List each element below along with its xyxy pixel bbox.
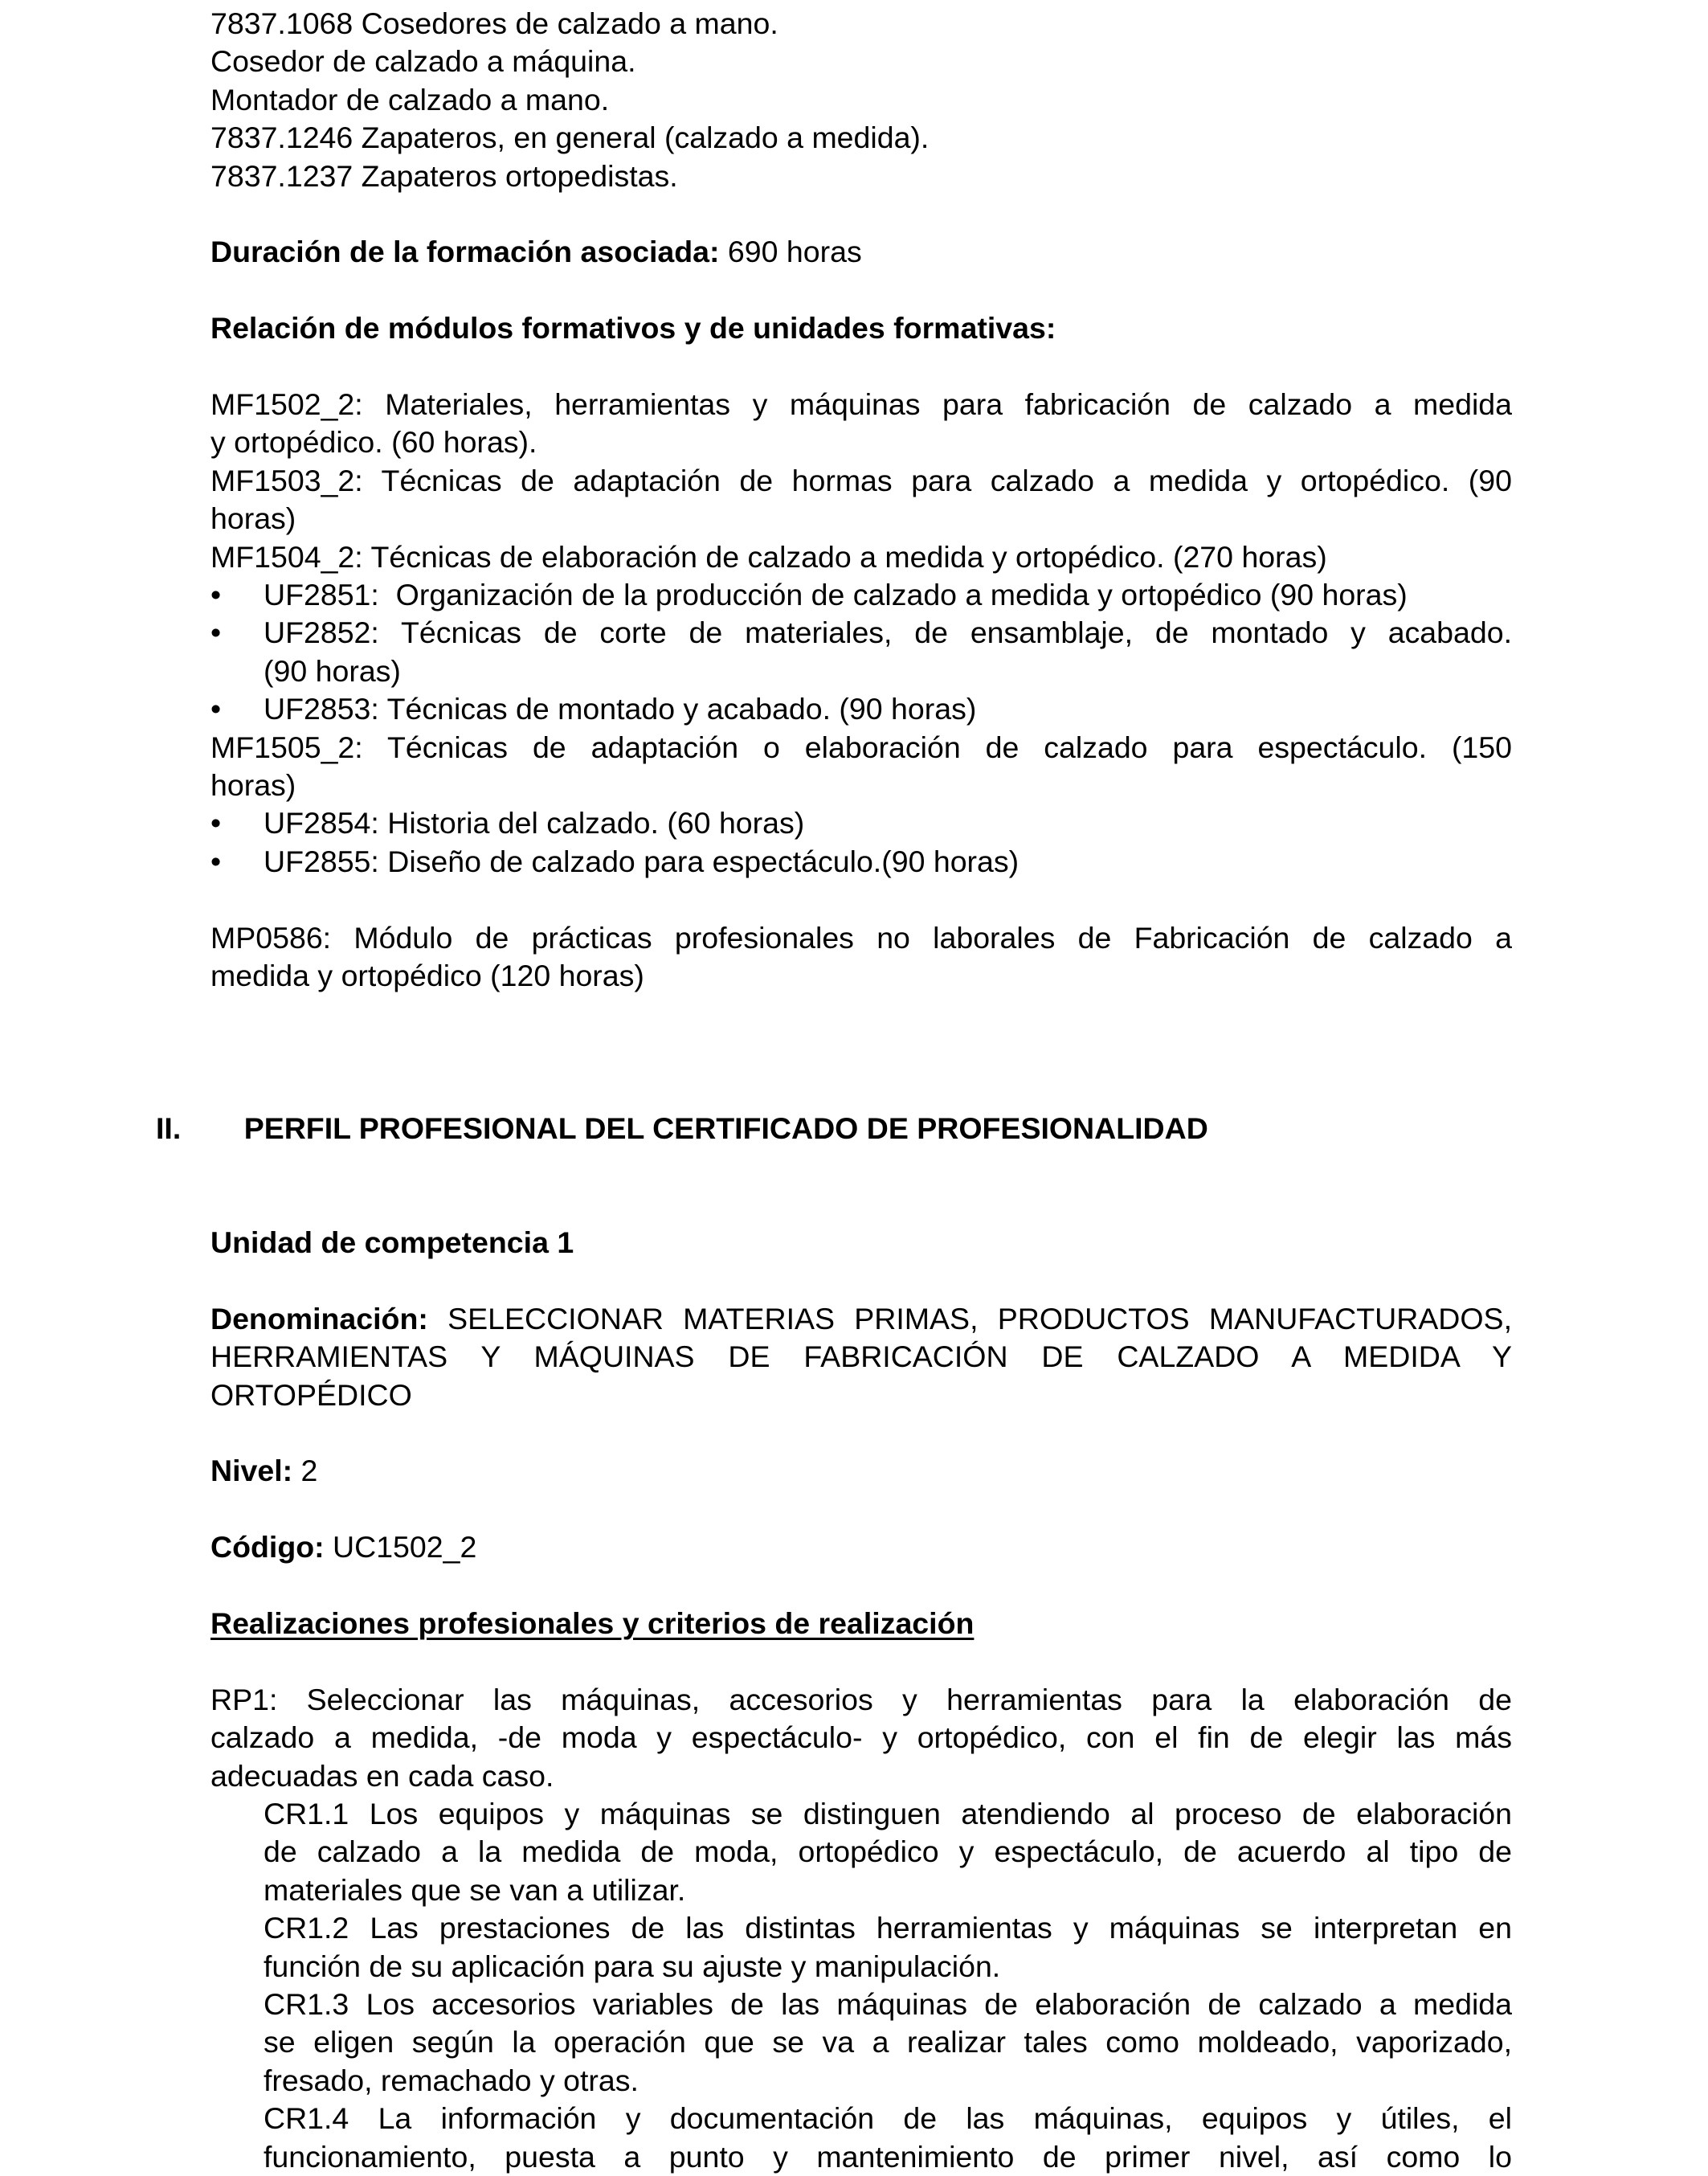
criterio-cr12: CR1.2 Las prestaciones de las distintas herramientas y máquinas se interpretan en función de su aplicación para su ajuste y manipulación. — [264, 1911, 1512, 1983]
duracion-line — [210, 233, 1512, 271]
denominacion-label: Denominación: — [210, 1301, 428, 1335]
list-item — [210, 576, 1512, 614]
denominacion-line1: Denominación: SELECCIONAR MATERIAS PRIMAS, PRODUCTOS MANUFACTURADOS, — [210, 1301, 1512, 1335]
nivel-value: 2 — [292, 1454, 318, 1488]
unit-uf2852-line1: UF2852: Técnicas de corte de materiales, de ensamblaje, de montado y acabado. — [264, 616, 1512, 650]
unit-uf2853: UF2853: Técnicas de montado y acabado. (90 horas) — [264, 692, 977, 726]
occupation-line: 7837.1068 Cosedores de calzado a mano. — [210, 6, 778, 40]
nivel-line — [210, 1452, 1512, 1490]
section-heading — [156, 1071, 1512, 1185]
rp1-line3: adecuadas en cada caso. — [210, 1758, 554, 1793]
module-mp0586-line1: MP0586: Módulo de prácticas profesionales no laborales de Fabricación de calzado a — [210, 920, 1512, 955]
unit-uf2851: UF2851: Organización de la producción de calzado a medida y ortopédico (90 horas) — [264, 578, 1408, 612]
occupation-line: 7837.1237 Zapateros ortopedistas. — [210, 158, 678, 193]
criterio-cr13: CR1.3 Los accesorios variables de las máquinas de elaboración de calzado a medida se eligen según la operación que se va a realizar tales como moldeado, vaporizado, fresado, remachado y otras. — [264, 1986, 1512, 2097]
codigo-label: Código: — [210, 1530, 325, 1565]
rp1-line2: calzado a medida, -de moda y espectáculo- y ortopédico, con el fin de elegir las más — [210, 1720, 1512, 1755]
denominacion-line3: ORTOPÉDICO — [210, 1377, 412, 1412]
section-number: II. — [156, 1110, 182, 1145]
rp1-line1: RP1: Seleccionar las máquinas, accesorios y herramientas para la elaboración de — [210, 1682, 1512, 1716]
bullet-icon: • — [210, 844, 222, 878]
duracion-label: Duración de la formación asociada: — [210, 235, 720, 269]
nivel-label: Nivel: — [210, 1454, 293, 1488]
module-mf1503-line2: horas) — [210, 501, 296, 536]
module-mf1502-line1: MF1502_2: Materiales, herramientas y máquinas para fabricación de calzado a medida — [210, 387, 1512, 422]
codigo-value: UC1502_2 — [324, 1530, 477, 1565]
realizaciones-heading: Realizaciones profesionales y criterios de realización — [210, 1605, 975, 1640]
list-item — [210, 843, 1512, 881]
document-page — [156, 0, 1512, 2176]
occupation-line: 7837.1246 Zapateros, en general (calzado a medida). — [210, 121, 930, 155]
occupation-line: Cosedor de calzado a máquina. — [210, 44, 636, 79]
module-mf1505-line1: MF1505_2: Técnicas de adaptación o elaboración de calzado para espectáculo. (150 — [210, 730, 1512, 764]
bullet-icon: • — [210, 692, 222, 726]
bullet-icon: • — [210, 616, 222, 650]
module-mf1502-line2: y ortopédico. (60 horas). — [210, 425, 537, 460]
relacion-heading: Relación de módulos formativos y de unidades formativas: — [210, 311, 1056, 346]
list-item — [210, 690, 1512, 728]
unit-uf2854: UF2854: Historia del calzado. (60 horas) — [264, 806, 805, 841]
module-mf1503-line1: MF1503_2: Técnicas de adaptación de hormas para calzado a medida y ortopédico. (90 — [210, 463, 1512, 497]
occupation-line: Montador de calzado a mano. — [210, 82, 610, 117]
module-mf1504: MF1504_2: Técnicas de elaboración de calzado a medida y ortopédico. (270 horas) — [210, 539, 1327, 574]
criterio-cr11: CR1.1 Los equipos y máquinas se distinguen atendiendo al proceso de elaboración de calzado a la medida de moda, ortopédico y espectáculo, de acuerdo al tipo de materiales que se van a utilizar. — [264, 1796, 1512, 1907]
list-item — [210, 804, 1512, 842]
unit-uf2852-line2: (90 horas) — [264, 653, 401, 688]
module-mp0586-line2: medida y ortopédico (120 horas) — [210, 959, 644, 993]
duracion-value: 690 horas — [719, 235, 862, 269]
list-item — [210, 614, 1512, 690]
denominacion-line2: HERRAMIENTAS Y MÁQUINAS DE FABRICACIÓN DE CALZADO A MEDIDA Y — [210, 1340, 1512, 1374]
unit-uf2855: UF2855: Diseño de calzado para espectáculo.(90 horas) — [264, 844, 1019, 878]
unidad-heading: Unidad de competencia 1 — [210, 1225, 574, 1259]
bullet-icon: • — [210, 806, 222, 841]
section-title: PERFIL PROFESIONAL DEL CERTIFICADO DE PROFESIONALIDAD — [243, 1110, 1208, 1145]
criterio-cr14: CR1.4 La información y documentación de las máquinas, equipos y útiles, el funcionamiento, puesta a punto y mantenimiento de primer nivel, así como lo — [264, 2101, 1512, 2174]
codigo-line — [210, 1528, 1512, 1566]
bullet-icon: • — [210, 578, 222, 612]
module-mf1505-line2: horas) — [210, 768, 296, 803]
